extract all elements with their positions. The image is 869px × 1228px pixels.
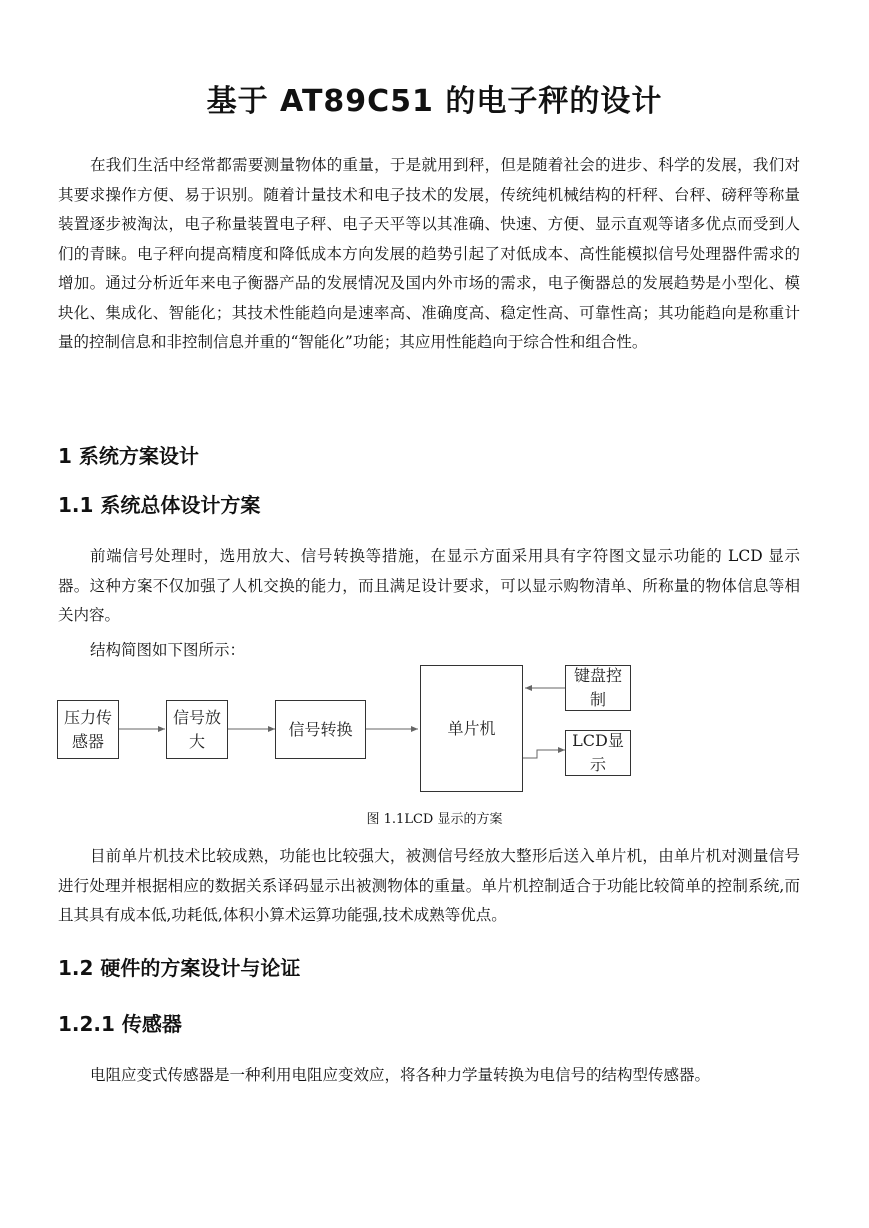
intro-paragraph: 在我们生活中经常都需要测量物体的重量，于是就用到秤，但是随着社会的进步、科学的发展，我们对其要求操作方便、易于识别。随着计量技术和电子技术的发展，传统纯机械结构的杆秤、台秤、磅秤等称量装置逐步被淘汰，电子称量装置电子秤、电子天平等以其准确、快速、方便、显示直观等诸多优点而受到人们的青睐。电子秤向提高精度和降低成本方向发展的趋势引起了对低成本、高性能模拟信号处理器件需求的增加。通过分析近年来电子衡器产品的发展情况及国内外市场的需求，电子衡器总的发展趋势是小型化、模块化、集成化、智能化；其技术性能趋向是速率高、准确度高、稳定性高、可靠性高；其功能趋向是称重计量的控制信息和非控制信息并重的“智能化”功能；其应用性能趋向于综合性和组合性。 xyxy=(58,156,800,351)
lcd-block: LCD显示 xyxy=(565,730,631,776)
mcu-block: 单片机 xyxy=(420,665,523,792)
page-title: 基于 AT89C51 的电子秤的设计 xyxy=(206,84,663,119)
section-heading-1-1: 1.1 系统总体设计方案 xyxy=(58,493,261,517)
section-heading-1-2: 1.2 硬件的方案设计与论证 xyxy=(58,956,301,980)
converter-block: 信号转换 xyxy=(275,700,366,759)
block-diagram xyxy=(55,663,645,798)
paragraph-sensor: 电阻应变式传感器是一种利用电阻应变效应，将各种力学量转换为电信号的结构型传感器。 xyxy=(90,1066,711,1084)
paragraph-mcu: 目前单片机技术比较成熟，功能也比较强大，被测信号经放大整形后送入单片机，由单片机对测量信号进行处理并根据相应的数据关系译码显示出被测物体的重量。单片机控制适合于功能比较简单的控制系统,而且其具有成本低,功耗低,体积小算术运算功能强,技术成熟等优点。 xyxy=(58,847,800,924)
arrow-mcu-to-lcd xyxy=(523,750,565,758)
amplifier-block: 信号放大 xyxy=(166,700,228,759)
paragraph-design-scheme: 前端信号处理时，选用放大、信号转换等措施，在显示方面采用具有字符图文显示功能的 LCD 显示器。这种方案不仅加强了人机交换的能力，而且满足设计要求，可以显示购物清单、所称量的物体信息等相关内容。 xyxy=(58,547,800,624)
figure-caption: 图 1.1LCD 显示的方案 xyxy=(366,812,503,827)
keyboard-block: 键盘控制 xyxy=(565,665,631,711)
sensor-block: 压力传感器 xyxy=(57,700,119,759)
section-heading-1-2-1: 1.2.1 传感器 xyxy=(58,1012,182,1036)
paragraph-diagram-intro: 结构简图如下图所示： xyxy=(90,641,246,659)
section-heading-1: 1 系统方案设计 xyxy=(58,444,199,468)
